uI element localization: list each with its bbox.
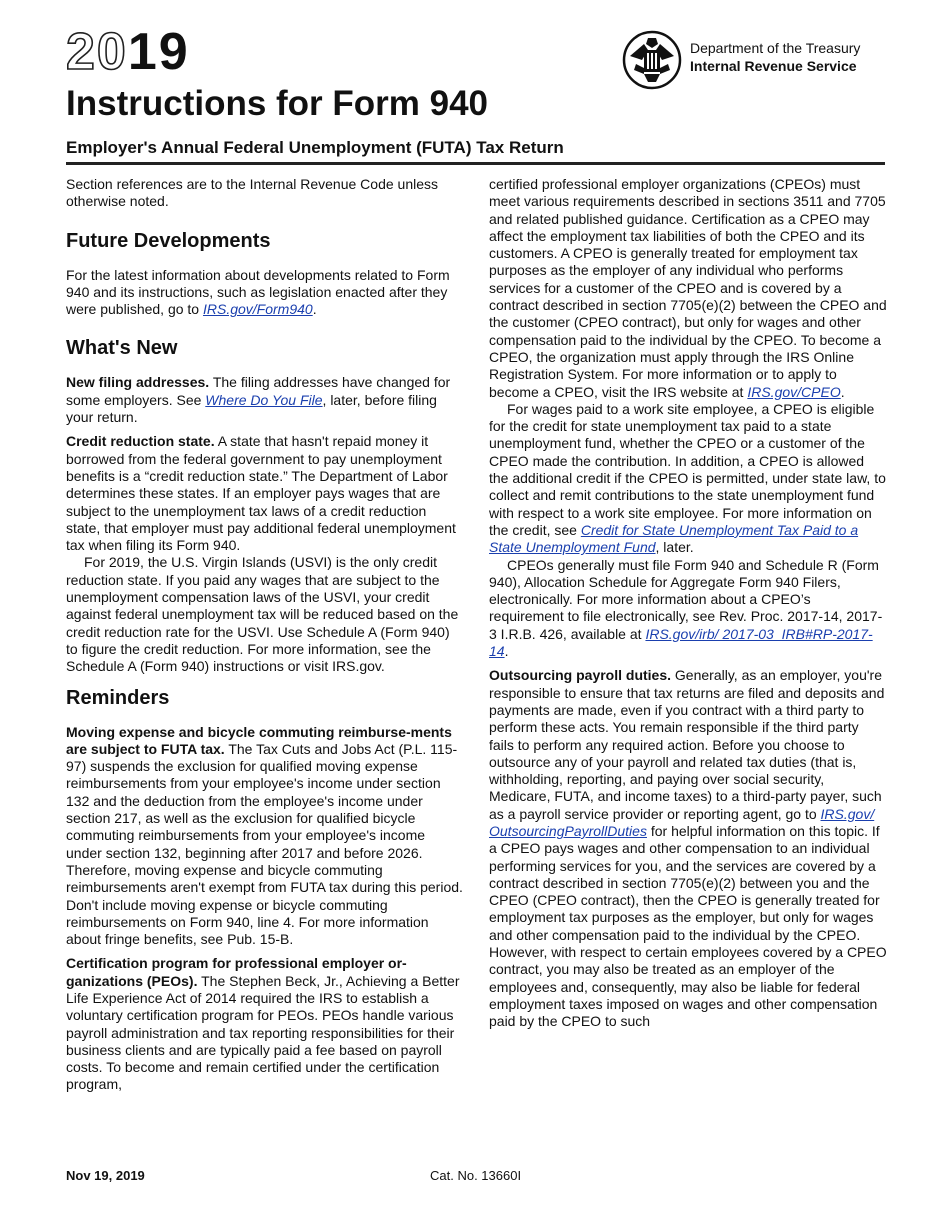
catalog-number: Cat. No. 13660I [430, 1168, 522, 1183]
certification-continued-paragraph: certified professional employer organizations (CPEOs) must meet various requirements described in sections 3511 and 7705 and related published guidance. Certification as a CPEO may affect the employment tax liabilities of both the CPEO and its customers. A CPEO is generally treated for employment tax purposes as the employer of any individual who performs services for a customer of the CPEO and is covered by a contract described in section 7705(e)(2) between the CPEO and the customer (CPEO contract), but only for wages and other compensation paid to the individual by the CPEO. To become a CPEO, the organization must apply through the IRS Online Registration System. For more information or to apply to become a CPEO, visit the IRS website at IRS.gov/CPEO. [489, 176, 887, 400]
credit-reduction-paragraph-2: For 2019, the U.S. Virgin Islands (USVI) is the only credit reduction state. If you paid any wages that are subject to the unemployment compensation laws of the USVI, your credit against federal unemployment tax will be reduced based on the credit reduction rate for the USVI. Use Schedule A (Form 940) to figure the credit reduction. For more information, see the Schedule A (Form 940) instructions or visit IRS.gov. [66, 554, 459, 675]
certification-lead: Certification program for professional employer or-ganizations (PEOs). [66, 955, 407, 989]
outsourcing-payroll-lead: Outsourcing payroll duties. [489, 667, 672, 684]
where-do-you-file-link[interactable]: Where Do You File [205, 391, 323, 408]
intro-paragraph: Section references are to the Internal Revenue Code unless otherwise noted. [66, 176, 439, 210]
credit-state-unemployment-link[interactable]: Credit for State Unemployment Tax Paid to a State Unemployment Fund [489, 521, 859, 556]
irs-cpeo-link[interactable]: IRS.gov/CPEO [747, 383, 841, 400]
future-developments-heading: Future Developments [66, 229, 271, 252]
agency-line-1: Department of the Treasury [690, 40, 861, 56]
credit-reduction-lead: Credit reduction state. [66, 433, 215, 450]
future-developments-paragraph: For the latest information about developments related to Form 940 and its instructions, such as legislation enacted after they were published, go to IRS.gov/Form940. [66, 266, 450, 318]
cpeo-electronic-filing-paragraph: CPEOs generally must file Form 940 and Schedule R (Form 940), Allocation Schedule for Aggregate Form 940 Filers, electronically. For more information about a CPEO’s requirement to file electronically, see Rev. Proc. 2017-14, 2017-3 I.R.B. 426, available at IRS.gov/irb/ 2017-03_IRB#RP-2017-14. [489, 556, 883, 660]
footer-date: Nov 19, 2019 [66, 1168, 145, 1183]
irs-eagle-logo-icon [622, 30, 682, 90]
form-year [66, 22, 190, 82]
moving-expense-lead: Moving expense and bicycle commuting reimburse-ments are subject to FUTA tax. [66, 723, 452, 757]
whats-new-heading: What's New [66, 337, 178, 360]
agency-name [690, 39, 860, 75]
moving-expense-paragraph: Moving expense and bicycle commuting reimburse-ments are subject to FUTA tax. The Tax Cuts and Jobs Act (P.L. 115-97) suspends the exclusion for qualified moving expense reimbursements from your employee's income under section 132 and the deduction from the employee's income under section 217, as well as the exclusion for qualified bicycle commuting reimbursements from your employee's income under section 132, beginning after 2017 and before 2026. Therefore, moving expense and bicycle commuting reimbursements aren't exempt from FUTA tax during this period. Don't include moving expense or bicycle commuting reimbursements on Form 940, line 4. For more information about fringe benefits, see Pub. 15-B. [66, 723, 463, 948]
left-column [66, 176, 464, 1094]
credit-reduction-paragraph: Credit reduction state. A state that hasn't repaid money it borrowed from the federal government to pay unemployment benefits is a “credit reduction state.” The Department of Labor determines these states. If an employer pays wages that are subject to the unemployment tax laws of a credit reduction state, that employer must pay additional federal unemployment tax when filing its Form 940. [66, 433, 456, 554]
agency-line-2: Internal Revenue Service [690, 58, 857, 74]
filing-addresses-paragraph: New filing addresses. The filing addresses have changed for some employers. See Where Do You File, later, before filing your return. [66, 374, 451, 426]
page-title: Instructions for Form 940 [66, 84, 489, 123]
certification-paragraph: Certification program for professional employer or-ganizations (PEOs). The Stephen Beck, Jr., Achieving a Better Life Experience Act of 2014 required the IRS to establish a voluntary certification program for PEOs. PEOs handle various payroll administration and tax reporting responsibilities for their business clients and are typically paid a fee based on payroll costs. To become and remain certified under the certification program, [66, 955, 460, 1093]
irs-irb-2017-03-link[interactable]: IRS.gov/irb/ 2017-03_IRB#RP-2017-14 [489, 625, 873, 660]
outsourcing-payroll-duties-link[interactable]: IRS.gov/ OutsourcingPayrollDuties [489, 805, 875, 839]
filing-addresses-lead: New filing addresses. [66, 374, 210, 391]
right-column [489, 176, 887, 1031]
work-site-wages-paragraph: For wages paid to a work site employee, a CPEO is eligible for the credit for state unemployment tax paid to a state unemployment fund, whether the CPEO or a customer of the CPEO made the contribution. In addition, a CPEO is allowed the additional credit if the CPEO is permitted, under state law, to collect and remit contributions to the state unemployment fund with respect to a work site employee. For more information on the credit, see Credit for State Unemployment Tax Paid to a State Unemployment Fund, later. [489, 400, 886, 556]
year-outline-digits: 20 [66, 23, 128, 81]
year-bold-digits: 19 [127, 23, 190, 81]
header-rule [66, 162, 885, 165]
page-subtitle: Employer's Annual Federal Unemployment (FUTA) Tax Return [66, 138, 564, 157]
reminders-heading: Reminders [66, 686, 170, 709]
irs-form940-link[interactable]: IRS.gov/Form940 [202, 301, 313, 318]
outsourcing-payroll-paragraph: Outsourcing payroll duties. Generally, as an employer, you're responsible to ensure that tax returns are filed and deposits and payments are made, even if you contract with a third party to perform these acts. You remain responsible if the third party fails to perform any required action. Before you choose to outsource any of your payroll and related tax duties (that is, withholding, reporting, and paying over social security, Medicare, FUTA, and income taxes) to a third-party payer, such as a payroll service provider or reporting agent, go to IRS.gov/ OutsourcingPayrollDuties for helpful information on this topic. If a CPEO pays wages and other compensation to an individual performing services for you, and the services are covered by a contract described in section 7705(e)(2) between you and the CPEO (CPEO contract), then the CPEO is generally treated for employment tax purposes as the employer, but only for wages and other compensation paid to the individual by the CPEO. However, with respect to certain employees covered by a CPEO contract, you may also be treated as an employer of the employees and, consequently, may also be liable for federal employment taxes imposed on wages and other compensation paid by the CPEO to such [489, 667, 887, 1030]
